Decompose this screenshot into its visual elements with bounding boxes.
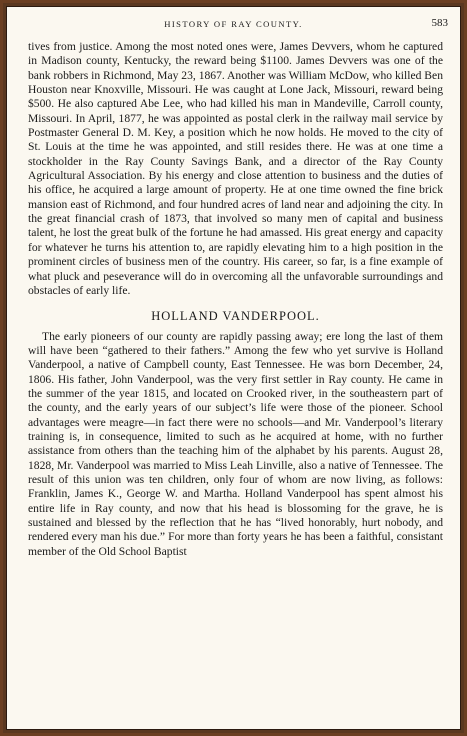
body-text — [28, 40, 443, 559]
section-heading: HOLLAND VANDERPOOL. — [151, 309, 320, 324]
page-header — [7, 17, 460, 33]
book-page — [6, 6, 461, 730]
running-head: HISTORY OF RAY COUNTY. — [164, 19, 303, 29]
paragraph-biography: The early pioneers of our county are rapidly passing away; ere long the last of them will have been “gathered to their fathers.” Among the few who yet survive is Holland Vanderpool, a native of Campbell county, East Tennessee. He was born December, 24, 1806. His father, John Vanderpool, was the very first settler in Ray county. He came in the summer of the year 1815, and located on Crooked river, in the southeastern part of the county, and the early years of our subject’s life were those of the pioneer. School advantages were meagre—in fact there were no schools—and Mr. Vanderpool’s literary training is, in consequence, limited to such as he acquired at home, with no further assistance from others than the teaching him of the alphabet by his parents. August 28, 1828, Mr. Vanderpool was married to Miss Leah Linville, also a native of Tennessee. The result of this union was ten children, only four of whom are now living, as follows: Franklin, James K., George W. and Martha. Holland Vanderpool has spent almost his entire life in Ray county, and now that his head is blossoming for the grave, he is sustained and blessed by the reflection that he has “lived honorably, hurt nobody, and rendered every man his due.” For more than forty years he has been a faithful, consistant member of the Old School Baptist — [28, 329, 443, 558]
page-number: 583 — [431, 17, 448, 29]
paragraph-continuation: tives from justice. Among the most noted ones were, James Devvers, whom he captured in Madison county, Kentucky, the reward being $1100. James Devvers was one of the bank robbers in Richmond, May 23, 1867. Another was William McDow, who killed Ben Houston near Knoxville, Missouri. He was caught at Lone Jack, Missouri, reward being $500. He also captured Abe Lee, who had killed his man in Mandeville, Carroll county, Missouri. In April, 1877, he was appointed as postal clerk in the railway mail service by Postmaster General D. M. Key, a position which he now holds. He moved to the city of St. Louis at the time he was appointed, and still resides there. He was at one time a stockholder in the Ray County Savings Bank, and a director of the Ray County Agricultural Association. By his energy and close attention to business and the duties of his office, he acquired a large amount of property. He at one time owned the fine brick mansion east of Richmond, and four hundred acres of land near and adjoining the city. In the great financial crash of 1873, that involved so many men of capital and business talent, he lost the great bulk of the fortune he had amassed. His great energy and capacity for whatever he turns his attention to, are rapidly elevating him to a high position in the prominent circles of business men of the country. His career, so far, is a fine example of what pluck and peseverance will do in overcoming all the unfavorable surroundings and obstacles of early life. — [28, 40, 443, 297]
